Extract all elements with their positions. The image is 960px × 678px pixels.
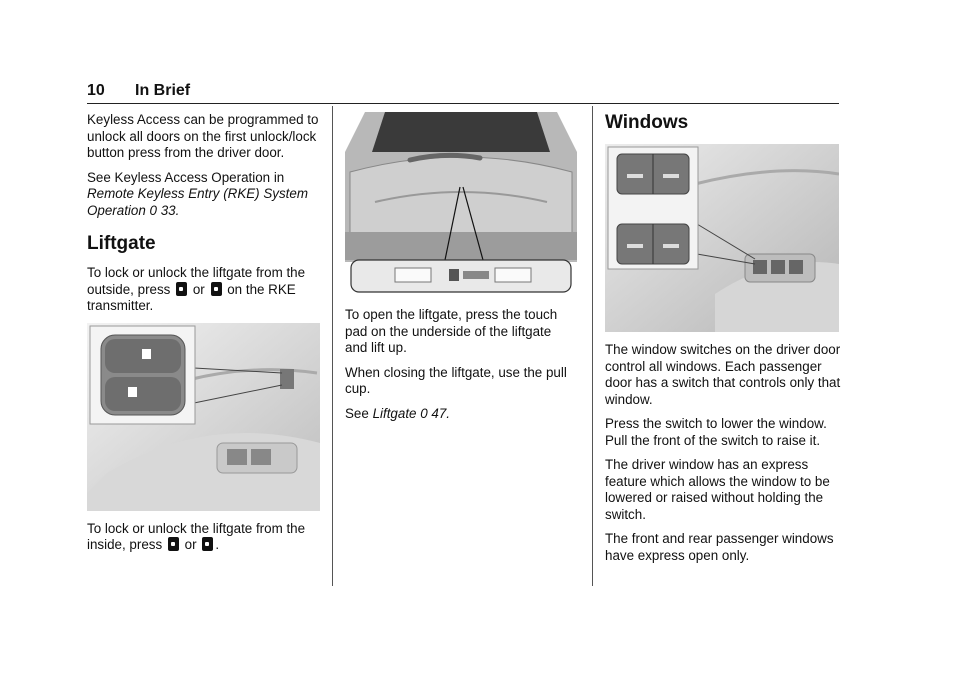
text: or [184,537,197,552]
liftgate-touchpad-illustration [345,112,577,297]
page-number: 10 [87,82,105,99]
column-divider [332,106,333,586]
cross-reference-link[interactable]: Remote Keyless Entry (RKE) System Operation [87,186,309,218]
paragraph [87,265,322,315]
text: or [192,281,205,297]
paragraph: When closing the liftgate, use the pull cup. [345,364,567,396]
lock-key-icon [168,537,179,551]
cross-reference-link[interactable]: Liftgate [372,405,417,421]
paragraph: The front and rear passenger windows have express open only. [605,531,834,563]
window-switch-illustration [605,144,839,332]
column-middle [345,112,577,430]
section-heading: Windows [605,112,689,133]
lock-key-icon [176,282,187,296]
paragraph [87,521,322,554]
paragraph: Keyless Access can be programmed to unlock all doors on the first unlock/lock button press from the driver door. [87,112,319,160]
liftgate-switch-illustration [87,323,320,511]
text: . [215,537,220,552]
unlock-key-icon [211,282,222,296]
text: See Keyless Access Operation in [87,169,285,185]
column-divider [592,106,593,586]
page-reference[interactable]: 0 33. [149,202,180,218]
paragraph: Press the switch to lower the window. Pull the front of the switch to raise it. [605,416,827,448]
paragraph: The window switches on the driver door control all windows. Each passenger door has a switch that controls only that window. [605,342,841,407]
text: See [345,405,369,421]
paragraph: The driver window has an express feature which allows the window to be lowered or raised without holding the switch. [605,457,830,522]
text: To lock or unlock the liftgate from the inside, press [87,520,306,552]
unlock-key-icon [202,537,213,551]
text: To lock or unlock the liftgate from the outside, press [87,265,306,297]
paragraph [87,170,322,220]
section-title: In Brief [135,82,191,99]
paragraph: To open the liftgate, press the touch pad on the underside of the liftgate and lift up. [345,307,558,355]
page-reference[interactable]: 0 47. [420,405,451,421]
page-header [87,82,839,104]
section-heading: Liftgate [87,233,156,254]
paragraph [345,406,577,423]
column-left [87,112,322,562]
text: on the RKE transmitter. [87,281,296,313]
column-right [605,112,841,572]
